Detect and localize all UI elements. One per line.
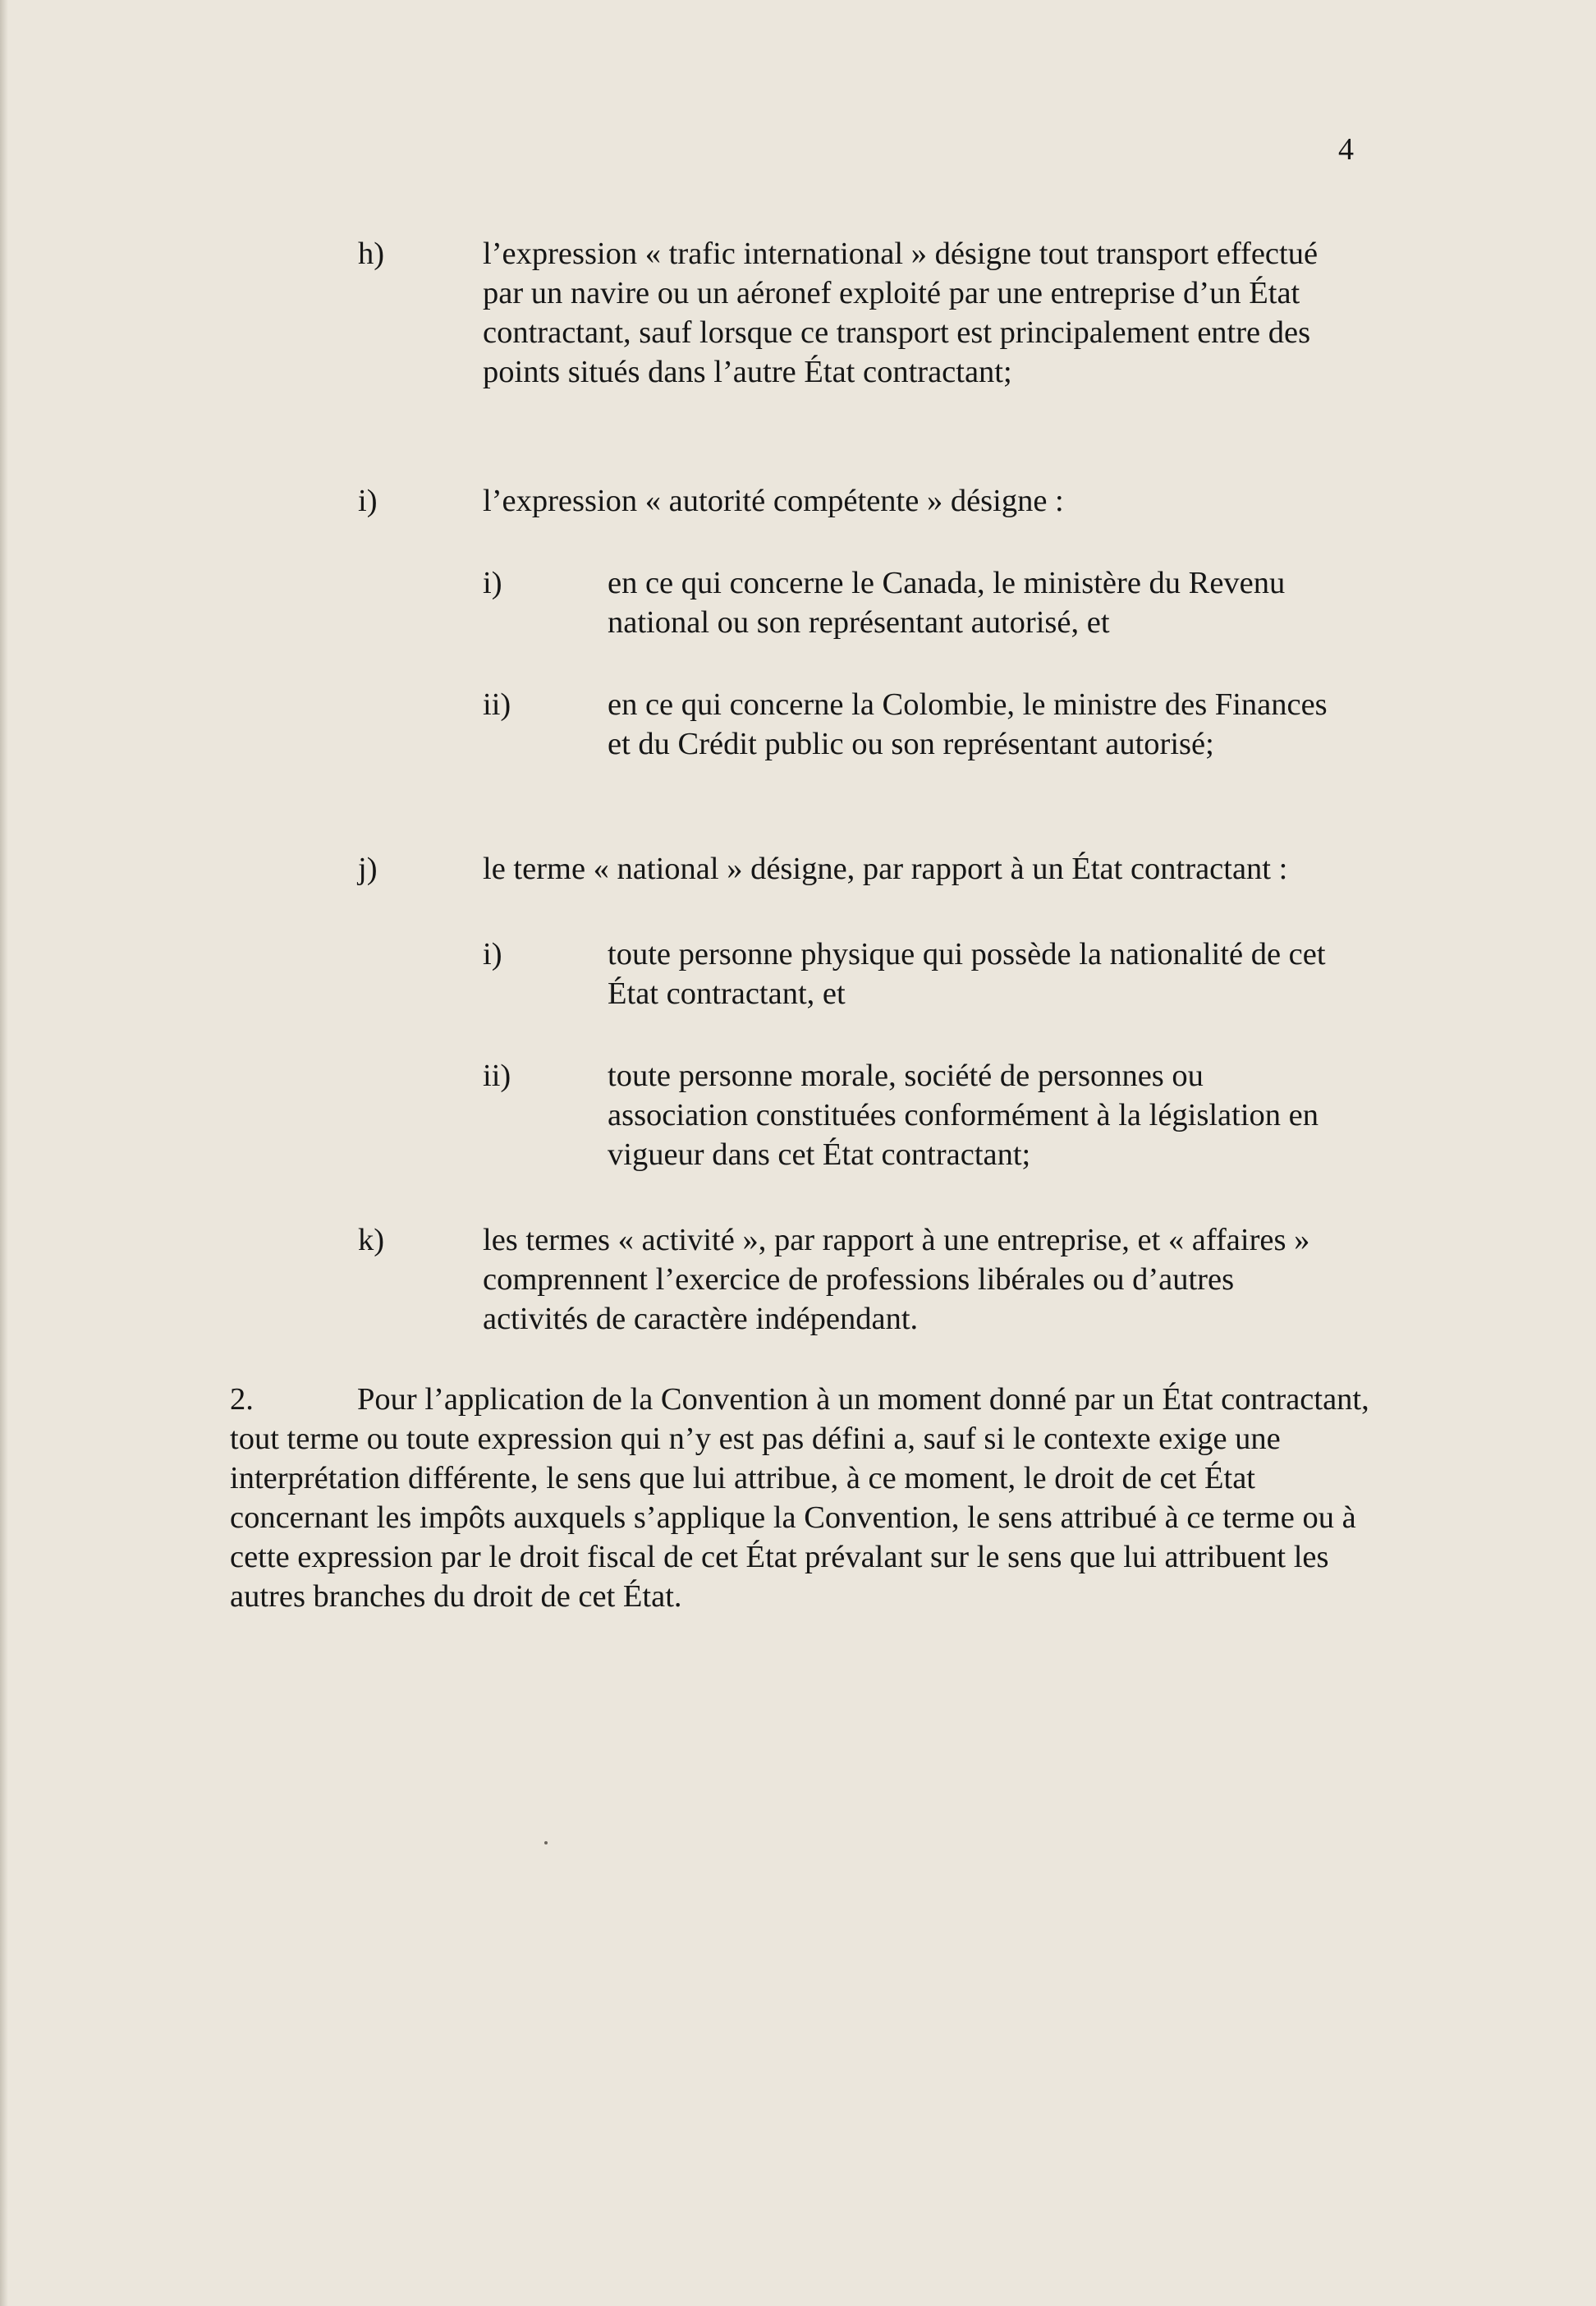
paragraph-2-number: 2. (230, 1382, 254, 1417)
definition-text-k: les termes « activité », par rapport à une entreprise, et « affaires » comprennent l’exercice de professions libérales ou d’autres activités de caractère indépendant. (483, 1223, 1310, 1336)
definition-label-i: i) (358, 484, 378, 518)
definition-label-h: h) (358, 237, 385, 271)
subitem-label-i-i: i) (483, 566, 502, 600)
page-number: 4 (1338, 132, 1354, 167)
definition-label-j: j) (358, 852, 378, 886)
definition-text-i: l’expression « autorité compétente » désigne : (483, 484, 1064, 518)
paragraph-2-text: Pour l’application de la Convention à un moment donné par un État contractant, tout terme ou toute expression qui n’y est pas défini a, sauf si le contexte exige une interprétation différente, le sens que lui attribue, à ce moment, le droit de cet État concernant les impôts auxquels s’applique la Convention, le sens attribué à ce terme ou à cette expression par le droit fiscal de cet État prévalant sur le sens que lui attribuent les autres branches du droit de cet État. (230, 1382, 1369, 1614)
subitem-label-i-ii: ii) (483, 687, 511, 722)
subitem-text-j-i: toute personne physique qui possède la nationalité de cet État contractant, et (608, 937, 1326, 1011)
subitem-label-j-ii: ii) (483, 1059, 511, 1093)
subitem-text-i-i: en ce qui concerne le Canada, le ministère du Revenu national ou son représentant autorisé, et (608, 566, 1286, 640)
paper-speck (544, 1841, 548, 1844)
page-edge-shadow (0, 0, 8, 2306)
definition-text-j: le terme « national » désigne, par rapport à un État contractant : (483, 852, 1288, 886)
paragraph-2 (230, 1380, 1379, 1616)
definition-text-h: l’expression « trafic international » désigne tout transport effectué par un navire ou un aéronef exploité par une entreprise d’un État contractant, sauf lorsque ce transport est principalement entre des points situés dans l’autre État contractant; (483, 237, 1319, 389)
subitem-text-j-ii: toute personne morale, société de personnes ou association constituées conformément à la législation en vigueur dans cet État contractant; (608, 1059, 1319, 1172)
subitem-label-j-i: i) (483, 937, 502, 972)
subitem-text-i-ii: en ce qui concerne la Colombie, le ministre des Finances et du Crédit public ou son représentant autorisé; (608, 687, 1328, 761)
definition-label-k: k) (358, 1223, 385, 1257)
